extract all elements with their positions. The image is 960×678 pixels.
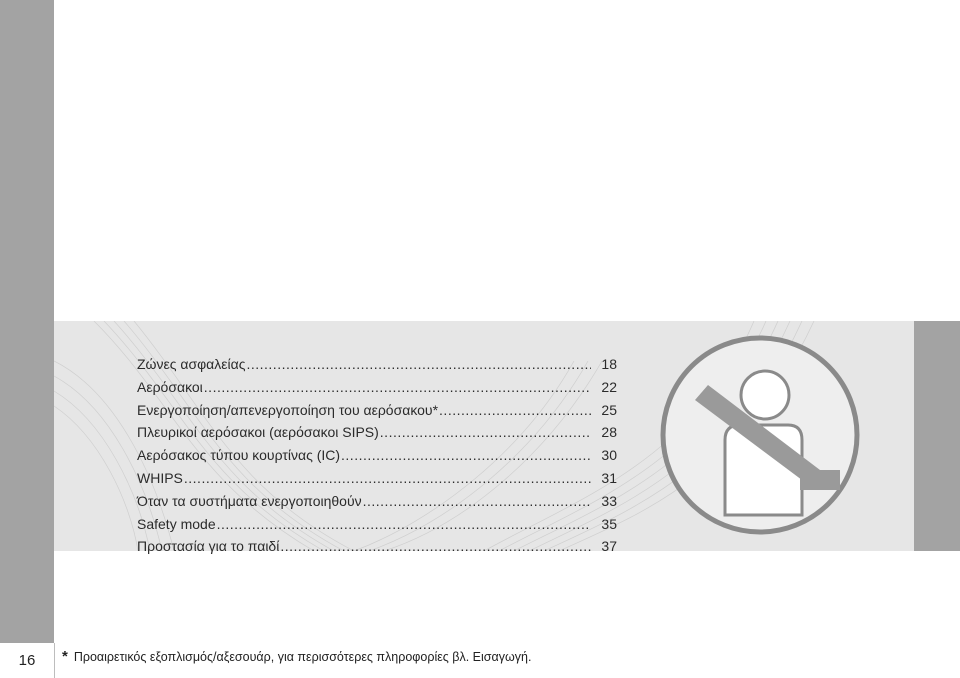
toc-item-page: 22: [601, 378, 617, 395]
toc-item[interactable]: [137, 399, 617, 422]
toc-item-title: Ζώνες ασφαλείας: [137, 356, 246, 372]
footnote: [62, 648, 531, 665]
toc-item-title: Αερόσακοι: [137, 378, 203, 395]
toc-leader-dots: [246, 353, 591, 376]
toc-item-title: Πλευρικοί αερόσακοι (αερόσακοι SIPS): [137, 424, 379, 441]
toc-item[interactable]: [137, 421, 617, 444]
page-number: 16: [18, 652, 36, 669]
toc-item-page: 28: [601, 424, 617, 441]
toc-leader-dots: [363, 490, 591, 513]
toc-item-title: Safety mode: [137, 515, 216, 532]
toc-item-title: WHIPS: [137, 469, 183, 486]
toc-item-page: 30: [601, 447, 617, 464]
toc-leader-dots: [217, 513, 591, 536]
toc-item-page: 31: [601, 469, 617, 486]
toc-item-page: 33: [601, 492, 617, 509]
toc-item[interactable]: [137, 467, 617, 490]
toc-leader-dots: [204, 376, 591, 399]
toc-leader-dots: [380, 421, 591, 444]
footnote-text: Προαιρετικός εξοπλισμός/αξεσουάρ, για περισσότερες πληροφορίες βλ. Εισαγωγή.: [73, 650, 532, 664]
toc-item[interactable]: [137, 376, 617, 399]
toc-leader-dots: [439, 399, 591, 422]
toc-item-title: Προστασία για το παιδί: [137, 538, 280, 555]
page-number-box: [0, 643, 55, 678]
toc-leader-dots: [280, 535, 591, 558]
toc-item-page: 25: [601, 401, 617, 418]
toc-item[interactable]: [137, 444, 617, 467]
footnote-marker: *: [62, 648, 68, 665]
toc-item-title: Αερόσακος τύπου κουρτίνας (IC): [137, 447, 341, 464]
right-tab-bar: [914, 321, 960, 551]
toc-item-page: 37: [601, 538, 617, 555]
toc-item[interactable]: [137, 513, 617, 536]
toc-item-title: Ενεργοποίηση/απενεργοποίηση του αερόσακου*: [137, 401, 439, 418]
toc-leader-dots: [341, 444, 591, 467]
toc-item-page: 18: [601, 356, 617, 372]
seatbelt-icon: [660, 330, 860, 540]
toc-item-title: Όταν τα συστήματα ενεργοποιηθούν: [137, 492, 362, 509]
toc-item[interactable]: [137, 490, 617, 513]
toc-leader-dots: [184, 467, 591, 490]
toc-item[interactable]: [137, 535, 617, 558]
toc-item[interactable]: [137, 353, 617, 376]
toc-item-page: 35: [601, 515, 617, 532]
table-of-contents: [137, 353, 617, 558]
left-sidebar-bar: [0, 0, 54, 678]
